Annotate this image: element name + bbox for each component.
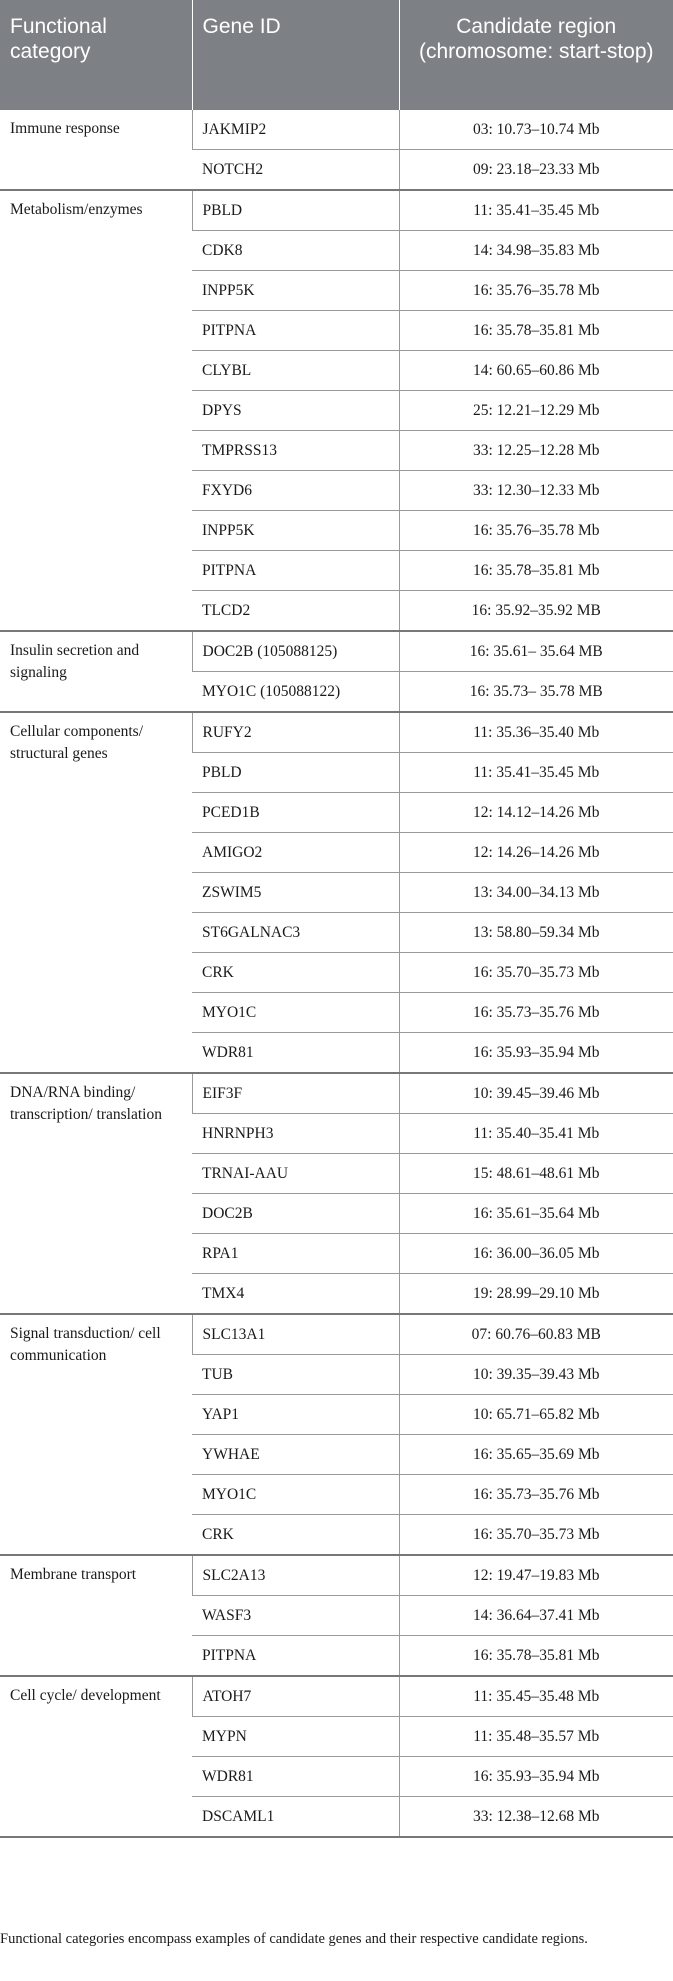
candidate-region-cell: 11: 35.41–35.45 Mb: [399, 753, 673, 793]
candidate-region-cell: 13: 58.80–59.34 Mb: [399, 913, 673, 953]
candidate-region-cell: 14: 36.64–37.41 Mb: [399, 1596, 673, 1636]
table-row: [0, 1073, 673, 1114]
candidate-region-cell: 10: 65.71–65.82 Mb: [399, 1395, 673, 1435]
gene-id-cell: SLC13A1: [192, 1314, 399, 1355]
candidate-region-cell: 16: 35.93–35.94 Mb: [399, 1757, 673, 1797]
gene-id-cell: YAP1: [192, 1395, 399, 1435]
gene-id-cell: DPYS: [192, 391, 399, 431]
table-body: [0, 110, 673, 1837]
gene-id-cell: CLYBL: [192, 351, 399, 391]
candidate-region-cell: 16: 35.78–35.81 Mb: [399, 551, 673, 591]
candidate-region-cell: 16: 35.61–35.64 Mb: [399, 1194, 673, 1234]
gene-id-cell: PITPNA: [192, 311, 399, 351]
candidate-region-cell: 10: 39.45–39.46 Mb: [399, 1073, 673, 1114]
candidate-region-cell: 16: 35.76–35.78 Mb: [399, 511, 673, 551]
category-cell: DNA/RNA binding/ transcription/ translation: [0, 1073, 192, 1314]
candidate-region-cell: 33: 12.38–12.68 Mb: [399, 1797, 673, 1838]
gene-id-cell: INPP5K: [192, 271, 399, 311]
gene-id-cell: ST6GALNAC3: [192, 913, 399, 953]
candidate-region-cell: 25: 12.21–12.29 Mb: [399, 391, 673, 431]
gene-id-cell: PBLD: [192, 753, 399, 793]
candidate-region-cell: 16: 35.78–35.81 Mb: [399, 1636, 673, 1677]
gene-id-cell: PITPNA: [192, 551, 399, 591]
gene-id-cell: TMPRSS13: [192, 431, 399, 471]
candidate-region-cell: 16: 35.73–35.76 Mb: [399, 1475, 673, 1515]
table-footnote: Functional categories encompass examples of candidate genes and their respective candidate regions.: [0, 1931, 588, 1947]
table-header-row: [0, 0, 673, 110]
candidate-region-cell: 16: 36.00–36.05 Mb: [399, 1234, 673, 1274]
category-cell: Immune response: [0, 110, 192, 190]
gene-id-cell: YWHAE: [192, 1435, 399, 1475]
candidate-region-cell: 16: 35.70–35.73 Mb: [399, 1515, 673, 1556]
gene-id-cell: TUB: [192, 1355, 399, 1395]
candidate-region-cell: 16: 35.73– 35.78 MB: [399, 672, 673, 713]
header-gene-id: Gene ID: [192, 0, 399, 110]
candidate-region-cell: 16: 35.65–35.69 Mb: [399, 1435, 673, 1475]
candidate-region-cell: 11: 35.41–35.45 Mb: [399, 190, 673, 231]
gene-id-cell: RUFY2: [192, 712, 399, 753]
gene-id-cell: CRK: [192, 1515, 399, 1556]
gene-id-cell: PITPNA: [192, 1636, 399, 1677]
gene-id-cell: DOC2B: [192, 1194, 399, 1234]
gene-id-cell: WDR81: [192, 1033, 399, 1074]
gene-id-cell: MYO1C: [192, 1475, 399, 1515]
candidate-region-cell: 11: 35.45–35.48 Mb: [399, 1676, 673, 1717]
candidate-region-cell: 33: 12.30–12.33 Mb: [399, 471, 673, 511]
category-cell: Membrane transport: [0, 1555, 192, 1676]
gene-id-cell: DSCAML1: [192, 1797, 399, 1838]
candidate-region-cell: 16: 35.70–35.73 Mb: [399, 953, 673, 993]
table-row: [0, 1676, 673, 1717]
gene-id-cell: AMIGO2: [192, 833, 399, 873]
candidate-region-cell: 13: 34.00–34.13 Mb: [399, 873, 673, 913]
gene-id-cell: PCED1B: [192, 793, 399, 833]
gene-id-cell: CRK: [192, 953, 399, 993]
candidate-region-cell: 16: 35.61– 35.64 MB: [399, 631, 673, 672]
candidate-region-cell: 11: 35.36–35.40 Mb: [399, 712, 673, 753]
table-row: [0, 631, 673, 672]
candidate-region-cell: 12: 14.12–14.26 Mb: [399, 793, 673, 833]
gene-id-cell: TRNAI-AAU: [192, 1154, 399, 1194]
gene-id-cell: RPA1: [192, 1234, 399, 1274]
candidate-region-cell: 07: 60.76–60.83 MB: [399, 1314, 673, 1355]
gene-id-cell: INPP5K: [192, 511, 399, 551]
candidate-region-cell: 16: 35.73–35.76 Mb: [399, 993, 673, 1033]
gene-id-cell: FXYD6: [192, 471, 399, 511]
candidate-region-cell: 12: 19.47–19.83 Mb: [399, 1555, 673, 1596]
gene-id-cell: WASF3: [192, 1596, 399, 1636]
candidate-region-cell: 11: 35.48–35.57 Mb: [399, 1717, 673, 1757]
gene-id-cell: ZSWIM5: [192, 873, 399, 913]
gene-id-cell: SLC2A13: [192, 1555, 399, 1596]
gene-id-cell: EIF3F: [192, 1073, 399, 1114]
candidate-region-cell: 14: 60.65–60.86 Mb: [399, 351, 673, 391]
category-cell: Cell cycle/ development: [0, 1676, 192, 1837]
table-row: [0, 110, 673, 150]
gene-id-cell: MYPN: [192, 1717, 399, 1757]
gene-id-cell: DOC2B (105088125): [192, 631, 399, 672]
candidate-region-cell: 33: 12.25–12.28 Mb: [399, 431, 673, 471]
category-cell: Metabolism/enzymes: [0, 190, 192, 631]
candidate-region-cell: 09: 23.18–23.33 Mb: [399, 150, 673, 191]
gene-id-cell: MYO1C: [192, 993, 399, 1033]
candidate-region-cell: 03: 10.73–10.74 Mb: [399, 110, 673, 150]
gene-id-cell: NOTCH2: [192, 150, 399, 191]
candidate-region-cell: 12: 14.26–14.26 Mb: [399, 833, 673, 873]
candidate-region-cell: 10: 39.35–39.43 Mb: [399, 1355, 673, 1395]
candidate-region-cell: 19: 28.99–29.10 Mb: [399, 1274, 673, 1315]
gene-id-cell: WDR81: [192, 1757, 399, 1797]
table-row: [0, 1314, 673, 1355]
gene-id-cell: ATOH7: [192, 1676, 399, 1717]
candidate-region-cell: 15: 48.61–48.61 Mb: [399, 1154, 673, 1194]
header-candidate-region: Candidate region (chromosome: start-stop): [399, 0, 673, 110]
gene-id-cell: TMX4: [192, 1274, 399, 1315]
gene-id-cell: PBLD: [192, 190, 399, 231]
table-row: [0, 190, 673, 231]
table-row: [0, 712, 673, 753]
candidate-region-cell: 16: 35.78–35.81 Mb: [399, 311, 673, 351]
candidate-region-cell: 16: 35.93–35.94 Mb: [399, 1033, 673, 1074]
candidate-region-cell: 14: 34.98–35.83 Mb: [399, 231, 673, 271]
candidate-region-cell: 16: 35.92–35.92 MB: [399, 591, 673, 632]
header-functional-category: Functional category: [0, 0, 192, 110]
candidate-region-cell: 11: 35.40–35.41 Mb: [399, 1114, 673, 1154]
category-cell: Signal transduction/ cell communication: [0, 1314, 192, 1555]
category-cell: Cellular components/ structural genes: [0, 712, 192, 1073]
gene-id-cell: CDK8: [192, 231, 399, 271]
gene-id-cell: JAKMIP2: [192, 110, 399, 150]
category-cell: Insulin secretion and signaling: [0, 631, 192, 712]
gene-id-cell: HNRNPH3: [192, 1114, 399, 1154]
table-row: [0, 1555, 673, 1596]
gene-id-cell: MYO1C (105088122): [192, 672, 399, 713]
candidate-region-cell: 16: 35.76–35.78 Mb: [399, 271, 673, 311]
gene-id-cell: TLCD2: [192, 591, 399, 632]
